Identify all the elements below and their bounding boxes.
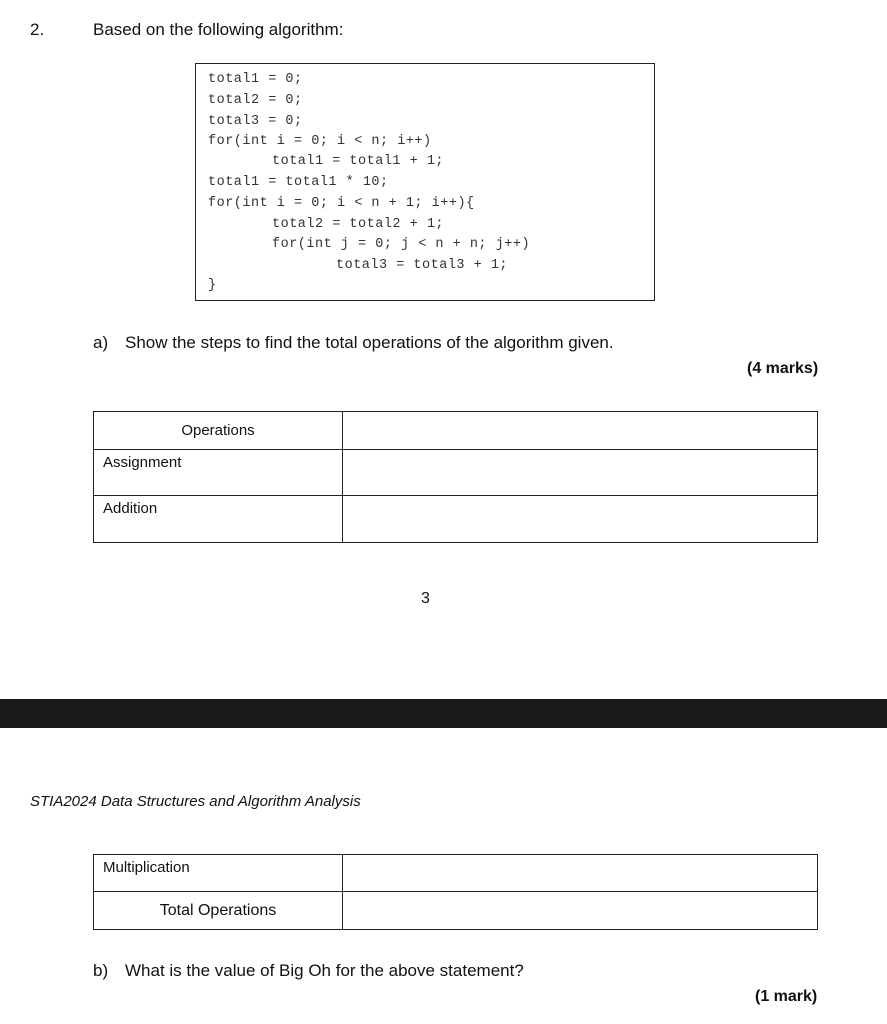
code-line: for(int j = 0; j < n + n; j++)	[272, 237, 531, 252]
part-b-text: What is the value of Big Oh for the above statement?	[125, 961, 524, 980]
part-b-marks: (1 mark)	[755, 988, 818, 1005]
part-a-question	[93, 333, 614, 353]
part-a-text: Show the steps to find the total operations of the algorithm given.	[125, 333, 614, 352]
assignment-label: Assignment	[94, 450, 343, 496]
addition-answer[interactable]	[343, 496, 818, 543]
addition-label: Addition	[94, 496, 343, 543]
code-line: total1 = total1 * 10;	[208, 175, 389, 190]
question-number: 2.	[30, 20, 45, 39]
part-b-question	[93, 961, 524, 981]
course-title: STIA2024 Data Structures and Algorithm Analysis	[30, 793, 361, 810]
assignment-answer[interactable]	[343, 450, 818, 496]
total-operations-answer[interactable]	[343, 892, 818, 930]
operations-header-blank	[343, 412, 818, 450]
operations-header: Operations	[94, 412, 343, 450]
code-block	[195, 63, 655, 301]
code-line: for(int i = 0; i < n; i++)	[208, 134, 432, 149]
part-a-label: a)	[93, 333, 109, 352]
code-line: for(int i = 0; i < n + 1; i++){	[208, 196, 475, 211]
code-line: total3 = 0;	[208, 114, 303, 129]
page-number: 3	[421, 590, 430, 607]
part-b-label: b)	[93, 961, 109, 980]
code-line: }	[208, 278, 217, 293]
question-intro: Based on the following algorithm:	[93, 20, 344, 39]
page-separator	[0, 699, 887, 728]
code-line: total1 = 0;	[208, 72, 303, 87]
operations-table	[93, 411, 818, 543]
code-line: total1 = total1 + 1;	[272, 154, 445, 169]
code-line: total2 = 0;	[208, 93, 303, 108]
total-operations-label: Total Operations	[94, 892, 343, 930]
part-a-marks: (4 marks)	[747, 360, 819, 377]
multiplication-answer[interactable]	[343, 855, 818, 892]
operations-table-continued	[93, 854, 818, 930]
code-line: total2 = total2 + 1;	[272, 217, 445, 232]
code-line: total3 = total3 + 1;	[336, 258, 509, 273]
multiplication-label: Multiplication	[94, 855, 343, 892]
